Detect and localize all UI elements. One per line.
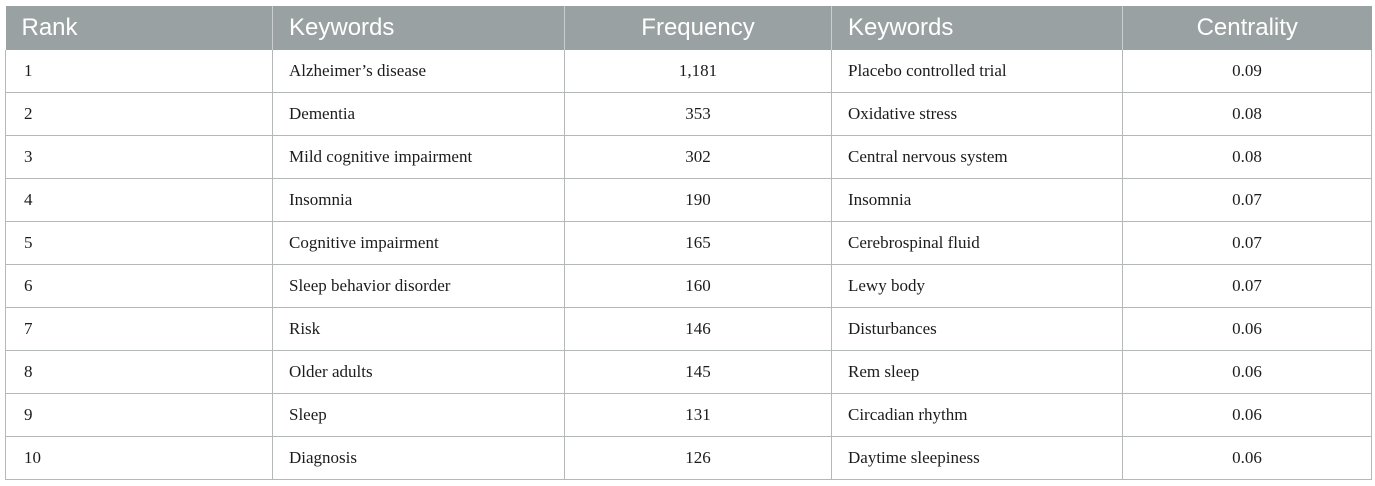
cell-keyword-frequency: Sleep — [273, 394, 565, 437]
cell-keyword-centrality: Insomnia — [832, 179, 1123, 222]
table-row — [6, 93, 1372, 136]
cell-frequency: 131 — [565, 394, 832, 437]
table-body — [6, 50, 1372, 480]
cell-rank: 2 — [6, 93, 273, 136]
cell-keyword-centrality: Circadian rhythm — [832, 394, 1123, 437]
cell-rank: 9 — [6, 394, 273, 437]
cell-frequency: 126 — [565, 437, 832, 480]
keyword-table — [5, 6, 1372, 480]
cell-rank: 1 — [6, 50, 273, 93]
cell-keyword-frequency: Diagnosis — [273, 437, 565, 480]
cell-keyword-frequency: Mild cognitive impairment — [273, 136, 565, 179]
cell-frequency: 160 — [565, 265, 832, 308]
cell-keyword-centrality: Rem sleep — [832, 351, 1123, 394]
cell-frequency: 165 — [565, 222, 832, 265]
table-row — [6, 351, 1372, 394]
cell-centrality: 0.06 — [1123, 437, 1372, 480]
cell-rank: 10 — [6, 437, 273, 480]
table-row — [6, 136, 1372, 179]
table-header — [6, 6, 1372, 50]
cell-frequency: 190 — [565, 179, 832, 222]
cell-frequency: 1,181 — [565, 50, 832, 93]
table-row — [6, 308, 1372, 351]
cell-centrality: 0.06 — [1123, 351, 1372, 394]
table-row — [6, 437, 1372, 480]
cell-rank: 3 — [6, 136, 273, 179]
cell-keyword-frequency: Dementia — [273, 93, 565, 136]
cell-keyword-frequency: Sleep behavior disorder — [273, 265, 565, 308]
cell-keyword-frequency: Insomnia — [273, 179, 565, 222]
cell-rank: 8 — [6, 351, 273, 394]
cell-rank: 6 — [6, 265, 273, 308]
cell-keyword-centrality: Central nervous system — [832, 136, 1123, 179]
cell-keyword-frequency: Alzheimer’s disease — [273, 50, 565, 93]
header-centrality: Centrality — [1123, 6, 1372, 50]
table-row — [6, 394, 1372, 437]
cell-keyword-centrality: Placebo controlled trial — [832, 50, 1123, 93]
table-row — [6, 179, 1372, 222]
cell-centrality: 0.07 — [1123, 265, 1372, 308]
table-row — [6, 50, 1372, 93]
cell-keyword-frequency: Older adults — [273, 351, 565, 394]
cell-rank: 7 — [6, 308, 273, 351]
cell-centrality: 0.06 — [1123, 394, 1372, 437]
header-rank: Rank — [6, 6, 273, 50]
cell-keyword-frequency: Cognitive impairment — [273, 222, 565, 265]
cell-rank: 4 — [6, 179, 273, 222]
cell-keyword-frequency: Risk — [273, 308, 565, 351]
cell-frequency: 302 — [565, 136, 832, 179]
cell-frequency: 353 — [565, 93, 832, 136]
cell-frequency: 146 — [565, 308, 832, 351]
header-keywords-centrality: Keywords — [832, 6, 1123, 50]
cell-centrality: 0.09 — [1123, 50, 1372, 93]
header-keywords-frequency: Keywords — [273, 6, 565, 50]
cell-frequency: 145 — [565, 351, 832, 394]
cell-keyword-centrality: Disturbances — [832, 308, 1123, 351]
cell-centrality: 0.07 — [1123, 179, 1372, 222]
cell-rank: 5 — [6, 222, 273, 265]
table-row — [6, 222, 1372, 265]
cell-centrality: 0.08 — [1123, 136, 1372, 179]
cell-centrality: 0.08 — [1123, 93, 1372, 136]
cell-keyword-centrality: Daytime sleepiness — [832, 437, 1123, 480]
table-row — [6, 265, 1372, 308]
cell-keyword-centrality: Oxidative stress — [832, 93, 1123, 136]
header-frequency: Frequency — [565, 6, 832, 50]
cell-centrality: 0.07 — [1123, 222, 1372, 265]
cell-keyword-centrality: Cerebrospinal fluid — [832, 222, 1123, 265]
cell-centrality: 0.06 — [1123, 308, 1372, 351]
cell-keyword-centrality: Lewy body — [832, 265, 1123, 308]
header-row — [6, 6, 1372, 50]
